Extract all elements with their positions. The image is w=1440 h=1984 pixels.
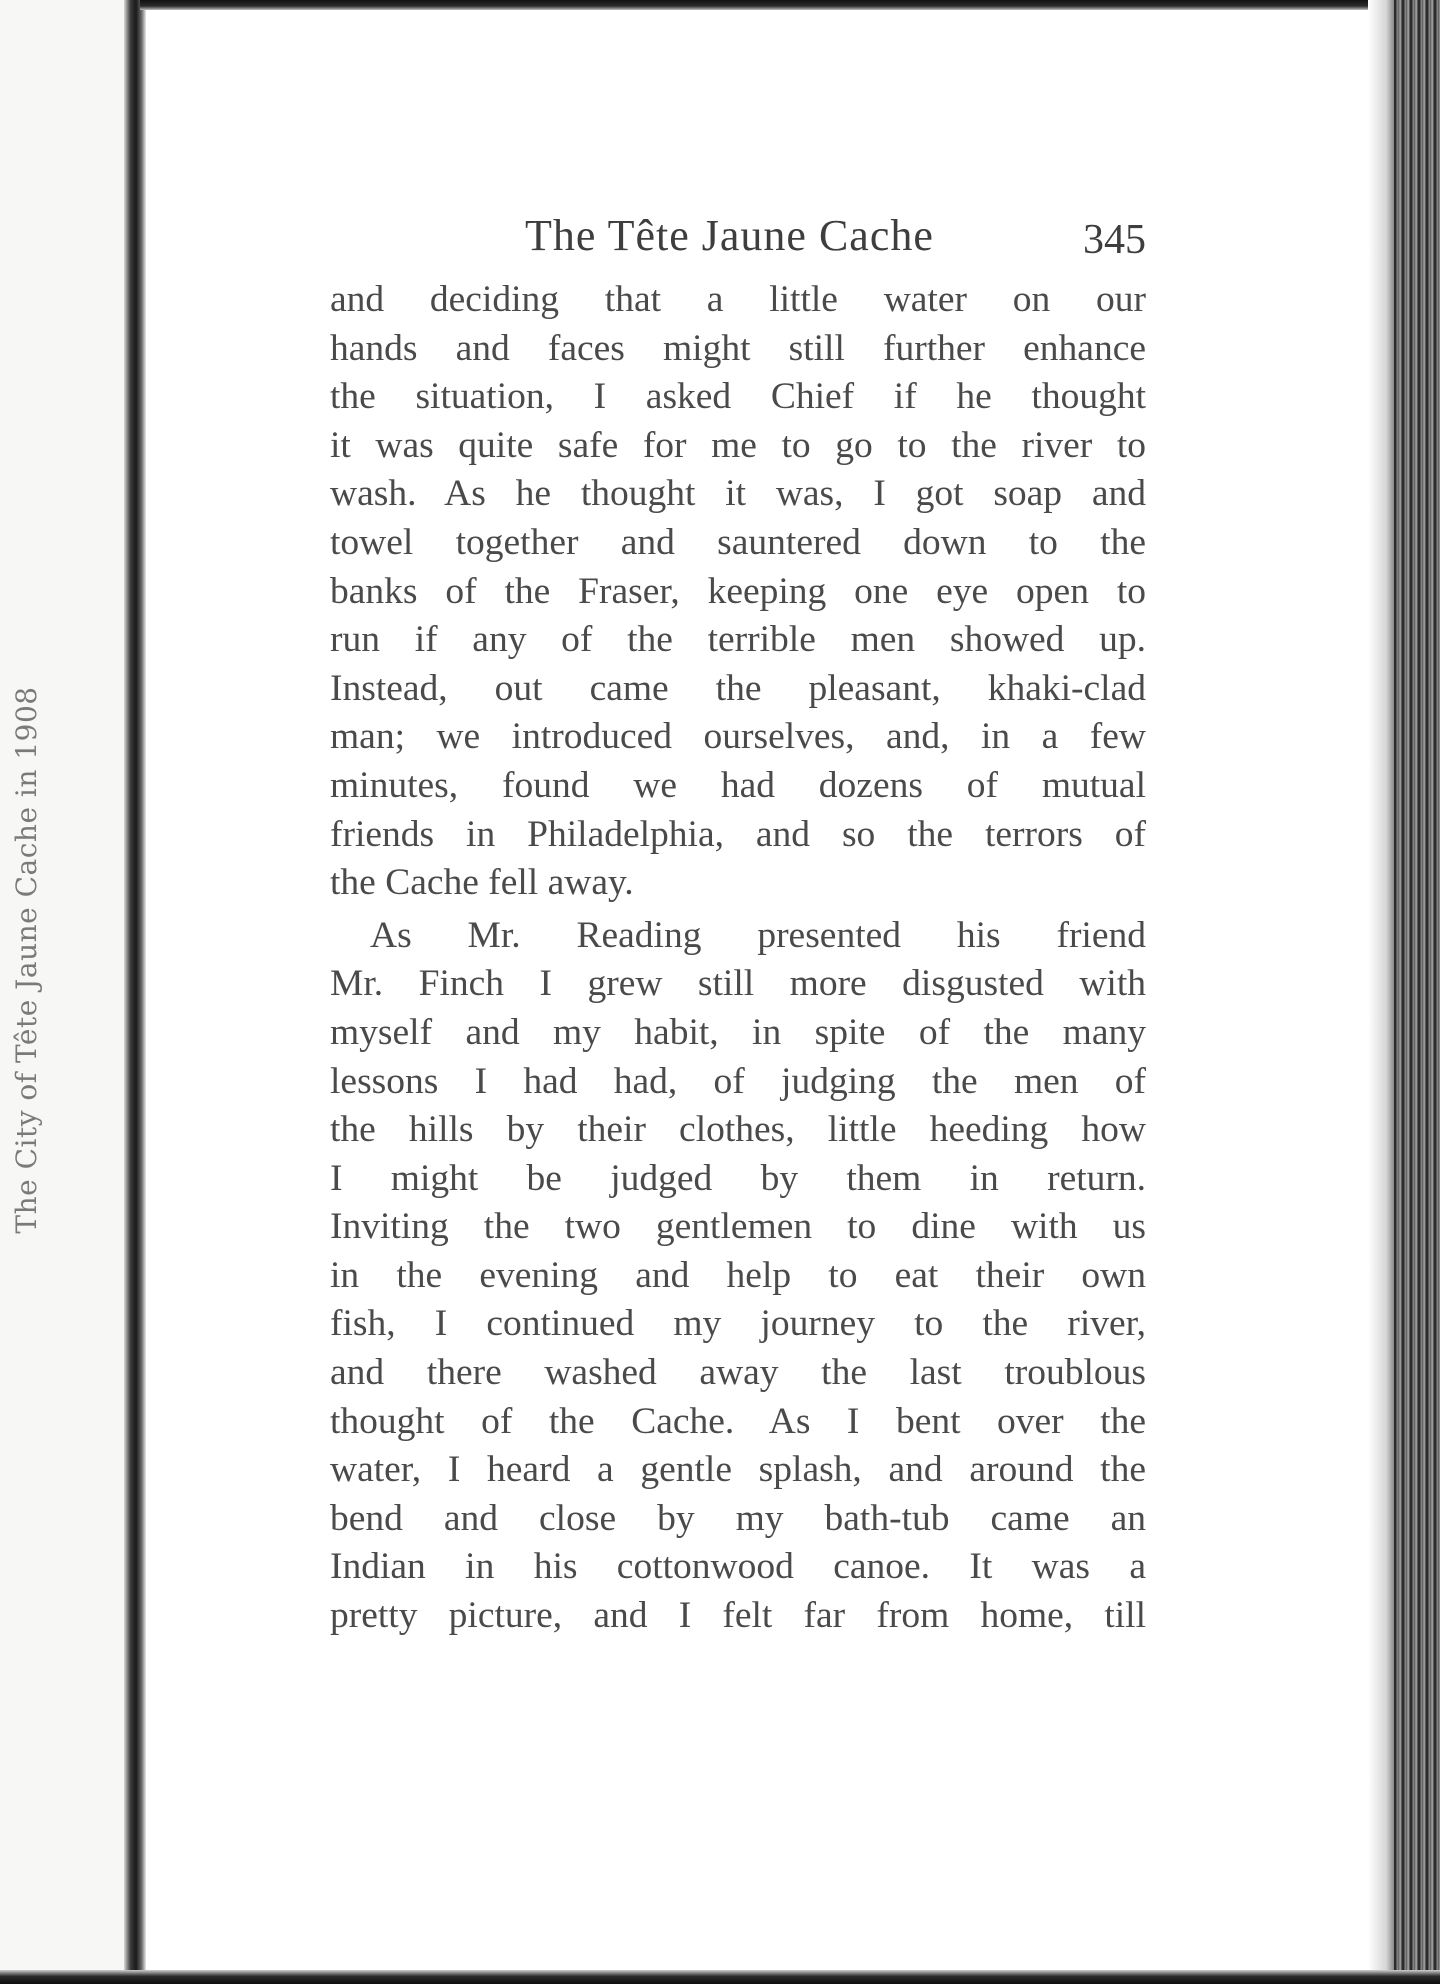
text-line: pretty picture, and I felt far from home, till <box>330 1595 1146 1637</box>
text-line: bend and close by my bath-tub came an <box>330 1497 1146 1539</box>
verso-running-head: The City of Tête Jaune Cache in 1908 <box>10 686 43 1234</box>
text-line: Instead, out came the pleasant, khaki-clad <box>330 667 1146 709</box>
text-line: towel together and sauntered down to the <box>330 521 1146 563</box>
paragraph-continuation <box>330 276 1146 908</box>
text-line: it was quite safe for me to go to the river to <box>330 424 1146 466</box>
text-line: man; we introduced ourselves, and, in a few <box>330 716 1146 758</box>
top-scan-border <box>140 0 1440 10</box>
text-line: the hills by their clothes, little heeding how <box>330 1109 1146 1151</box>
text-line: Mr. Finch I grew still more disgusted with <box>330 963 1146 1005</box>
text-line: run if any of the terrible men showed up. <box>330 619 1146 661</box>
text-line: friends in Philadelphia, and so the terrors of <box>330 813 1146 855</box>
bottom-scan-border <box>0 1970 1440 1984</box>
text-line: the situation, I asked Chief if he thought <box>330 376 1146 418</box>
text-line: As Mr. Reading presented his friend <box>370 914 1146 956</box>
paragraph-mr-reading <box>330 912 1146 1641</box>
text-line: lessons I had had, of judging the men of <box>330 1060 1146 1102</box>
text-line: the Cache fell away. <box>330 862 634 904</box>
recto-page <box>330 210 1146 1641</box>
page-header <box>330 210 1146 276</box>
page-stack-edge <box>1394 0 1440 1984</box>
text-line: hands and faces might still further enhance <box>330 327 1146 369</box>
text-line: Inviting the two gentlemen to dine with us <box>330 1206 1146 1248</box>
fore-edge-shadow <box>1368 0 1394 1984</box>
text-line: and there washed away the last troublous <box>330 1352 1146 1394</box>
text-line: wash. As he thought it was, I got soap and <box>330 473 1146 515</box>
text-line: I might be judged by them in return. <box>330 1157 1146 1199</box>
running-head-title: The Tête Jaune Cache <box>525 211 934 260</box>
text-line: thought of the Cache. As I bent over the <box>330 1400 1146 1442</box>
text-line: myself and my habit, in spite of the many <box>330 1011 1146 1053</box>
text-line: and deciding that a little water on our <box>330 279 1146 320</box>
text-line: minutes, found we had dozens of mutual <box>330 764 1146 806</box>
page-number: 345 <box>1083 217 1146 263</box>
book-gutter <box>124 0 146 1984</box>
text-line: fish, I continued my journey to the river, <box>330 1303 1146 1345</box>
text-line: in the evening and help to eat their own <box>330 1254 1146 1296</box>
text-line: Indian in his cottonwood canoe. It was a <box>330 1546 1146 1588</box>
text-line: banks of the Fraser, keeping one eye open to <box>330 570 1146 612</box>
text-line: water, I heard a gentle splash, and around the <box>330 1449 1146 1491</box>
